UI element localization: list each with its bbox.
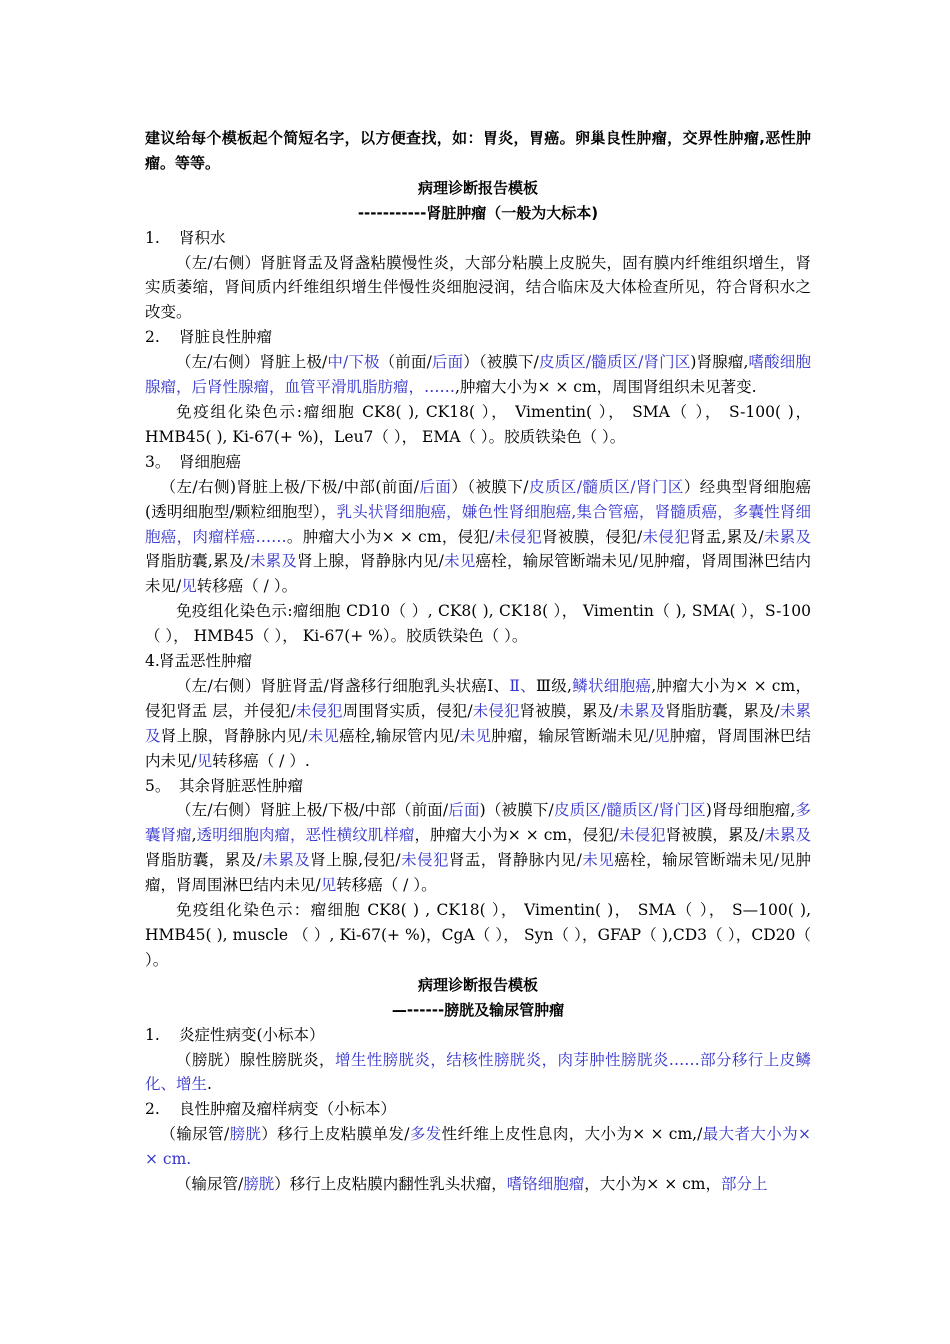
ihc-paragraph: 免疫组化染色示:瘤细胞 CK8( ), CK18( ）， Vimentin( ）， SMA（ ）， S-100( )，HMB45( ), Ki-67(+ %)，Leu7（ ）， EMA（ ）。胶质铁染色（ ）。 (145, 402, 811, 446)
text-run: 转移癌（ / ）。 (336, 876, 437, 895)
text-run: 肿瘤，肾周围淋巴结内未见/ (145, 726, 811, 770)
text-run: , (191, 826, 197, 845)
text-run: 癌栓,输尿管内见/ (339, 726, 460, 745)
paragraph (145, 1122, 811, 1172)
text-run: ，肿瘤大小为× × cm，侵犯/ (414, 826, 620, 845)
paragraph (145, 475, 811, 600)
text-run: ）移行上皮粘膜单发/ (261, 1125, 410, 1144)
option-text: 未侵犯 (472, 701, 520, 720)
section-heading (145, 226, 811, 251)
document-page (145, 126, 811, 1197)
option-text: 未累及 (764, 826, 811, 845)
option-text: Ⅱ、 (509, 676, 536, 695)
option-text: 皮质区/髓质区/肾门区 (553, 801, 706, 820)
section-label: 肾积水 (179, 228, 226, 247)
option-text: 未侵犯 (295, 701, 343, 720)
text-run: )肾母细胞瘤, (705, 801, 796, 820)
option-text: 多囊肾瘤 (145, 801, 811, 845)
text-run: （膀胱）腺性膀胱炎， (176, 1050, 335, 1069)
ihc-paragraph: 免疫组化染色示:瘤细胞 CD10（ ）, CK8( ), CK18( ）， Vimentin（ ), SMA( ），S-100（ ）， HMB45（ ）， Ki-67(+ %）。胶质铁染色（ ）。 (145, 602, 811, 646)
section-number: 1. (145, 1025, 160, 1044)
text-run: ，大小为× × cm， (584, 1175, 721, 1194)
text-run: 肾被膜，累及/ (665, 826, 765, 845)
paragraph (145, 1048, 811, 1098)
ihc-paragraph: 免疫组化染色示：瘤细胞 CK8( ) , CK18( ）， Vimentin( )， SMA（ ）， S—100( ), HMB45( ), muscle （ ）, Ki-67(+ %)，CgA（ ）， Syn（ ），GFAP（ ),CD3（ ），CD20（ ）。 (145, 901, 811, 969)
text-run: ,肿瘤大小为× × cm，侵犯肾盂 层，并侵犯/ (145, 676, 811, 720)
text-run: （左/右侧）肾脏肾盂/肾盏移行细胞乳头状癌Ⅰ、 (176, 676, 510, 695)
text-run: 肾被膜，侵犯/ (542, 527, 643, 546)
template-subtitle: —------膀胱及输尿管肿瘤 (391, 1000, 565, 1019)
section-number: 4. (145, 652, 160, 671)
text-run: （前面/ (379, 353, 432, 372)
text-run: 转移癌（ / ）. (212, 751, 310, 770)
text-run: 肾上腺，肾静脉内见/ (297, 552, 444, 571)
option-text: 多发 (409, 1125, 442, 1144)
section-label: 炎症性病变(小标本） (179, 1025, 325, 1044)
section-label: 肾脏良性肿瘤 (179, 328, 273, 347)
text-run: ）（被膜下/ (451, 477, 529, 496)
option-text: 膀胱 (229, 1125, 262, 1144)
option-text: 透明细胞肉瘤，恶性横纹肌样瘤 (196, 826, 415, 845)
option-text: 未累及 (145, 701, 811, 745)
text-run: 肾脂肪囊，累及/ (145, 851, 262, 870)
paragraph (145, 350, 811, 400)
option-text: 鳞状细胞癌 (571, 676, 652, 695)
option-text: 见 (320, 876, 337, 895)
option-text: 未侵犯 (494, 527, 543, 546)
text-run: 肾脂肪囊,累及/ (145, 552, 250, 571)
text-run: 癌栓，输尿管断端未见/见肿瘤，肾周围淋巴结内未见/ (145, 552, 811, 596)
option-text: 未累及 (261, 851, 311, 870)
text-run: 。肿瘤大小为× × cm，侵犯/ (286, 527, 495, 546)
option-text: 未见 (443, 552, 476, 571)
section-number: 5。 (145, 776, 171, 795)
section-heading (145, 1023, 811, 1048)
section-label: 肾细胞癌 (179, 452, 242, 471)
text-run: ）（被膜下/ (463, 353, 539, 372)
option-text: 未侵犯 (619, 826, 666, 845)
option-text: 膀胱 (243, 1175, 275, 1194)
option-text: 后面 (431, 353, 464, 372)
section-heading (145, 450, 811, 475)
text-run: )肾腺瘤, (690, 353, 749, 372)
section-heading (145, 649, 811, 674)
intro-note: 建议给每个模板起个简短名字，以方便查找，如：胃炎，胃癌。卵巢良性肿瘤，交界性肿瘤,恶性肿瘤。等等。 (145, 129, 811, 172)
option-text: 乳头状肾细胞癌，嫌色性肾细胞癌,集合管癌，肾髓质癌，多囊性肾细胞癌，肉瘤样癌…… (145, 502, 811, 546)
option-text: 未累及 (763, 527, 811, 546)
option-text: 最大者大小为× × cm. (145, 1125, 811, 1169)
section-label: 其余肾脏恶性肿瘤 (179, 776, 304, 795)
text-run: ,肿瘤大小为× × cm，周围肾组织未见著变. (455, 378, 757, 397)
option-text: 中/下极 (327, 353, 380, 372)
paragraph (145, 798, 811, 898)
text-run: 肿瘤，输尿管断端未见/ (491, 726, 654, 745)
option-text: 见 (181, 577, 197, 596)
text-run: （输尿管/ (176, 1175, 244, 1194)
text-run: 肾上腺，肾静脉内见/ (160, 726, 308, 745)
template-title: 病理诊断报告模板 (417, 975, 538, 994)
option-text: 后面 (448, 801, 480, 820)
section-number: 2. (145, 328, 160, 347)
option-text: 未累及 (618, 701, 666, 720)
text-run: 肾被膜，累及/ (519, 701, 619, 720)
section-number: 3。 (145, 452, 171, 471)
text-run: 肾上腺,侵犯/ (310, 851, 401, 870)
text-run: 性纤维上皮性息肉，大小为× × cm,/ (441, 1125, 703, 1144)
paragraph (145, 1172, 811, 1197)
section-label: 良性肿瘤及瘤样病变（小标本） (179, 1100, 397, 1119)
section-heading (145, 325, 811, 350)
text-run: 周围肾实质，侵犯/ (342, 701, 473, 720)
paragraph: （左/右侧）肾脏肾盂及肾盏粘膜慢性炎，大部分粘膜上皮脱失，固有膜内纤维组织增生，肾实质萎缩，肾间质内纤维组织增生伴慢性炎细胞浸润，结合临床及大体检查所见，符合肾积水之改变。 (145, 253, 811, 322)
option-text: 未见 (307, 726, 340, 745)
text-run: （左/右侧）肾脏上极/下极/中部（前面/ (176, 801, 449, 820)
text-run: )（被膜下/ (479, 801, 554, 820)
text-run: ）移行上皮粘膜内翻性乳头状瘤， (274, 1175, 507, 1194)
text-run: （左/右侧)肾脏上极/下极/中部(前面/ (160, 477, 419, 496)
text-run: . (207, 1075, 212, 1094)
template-subtitle: -----------肾脏肿瘤（一般为大标本) (357, 203, 599, 222)
text-run: 肾脂肪囊，累及/ (665, 701, 780, 720)
option-text: 未见 (459, 726, 492, 745)
section-number: 1. (145, 228, 160, 247)
text-run: Ⅲ级, (535, 676, 572, 695)
option-text: 见 (653, 726, 670, 745)
text-run: 转移癌（ / ）。 (196, 577, 298, 596)
option-text: 部分上 (721, 1175, 768, 1194)
section-heading (145, 774, 811, 799)
option-text: 后面 (418, 477, 452, 496)
text-run: 肾盂,累及/ (689, 527, 764, 546)
option-text: 未侵犯 (400, 851, 449, 870)
option-text: 皮质区/髓质区/肾门区 (528, 477, 684, 496)
section-label: 肾盂恶性肿瘤 (159, 652, 253, 671)
option-text: 皮质区/髓质区/肾门区 (538, 353, 691, 372)
template-title: 病理诊断报告模板 (417, 178, 538, 197)
text-run: 肾盂，肾静脉内见/ (448, 851, 582, 870)
option-text: 见 (196, 751, 213, 770)
option-text: 未累及 (249, 552, 298, 571)
section-number: 2. (145, 1100, 160, 1119)
text-run: ）经典型肾细胞癌(透明细胞型/颗粒细胞型）， (145, 477, 811, 521)
option-text: 未见 (581, 851, 615, 870)
option-text: 嗜铬细胞瘤 (506, 1175, 585, 1194)
option-text: 未侵犯 (642, 527, 690, 546)
section-heading (145, 1097, 811, 1122)
text-run: （左/右侧）肾脏上极/ (176, 353, 328, 372)
paragraph (145, 674, 811, 774)
text-run: 癌栓，输尿管断端未见/见肿瘤，肾周围淋巴结内未见/ (145, 851, 811, 895)
option-text: 增生性膀胱炎，结核性膀胱炎，肉芽肿性膀胱炎……部分移行上皮鳞化、增生 (145, 1050, 811, 1094)
option-text: 嗜酸细胞腺瘤，后肾性腺瘤，血管平滑肌脂肪瘤，…… (145, 353, 811, 397)
text-run: （输尿管/ (160, 1125, 230, 1144)
